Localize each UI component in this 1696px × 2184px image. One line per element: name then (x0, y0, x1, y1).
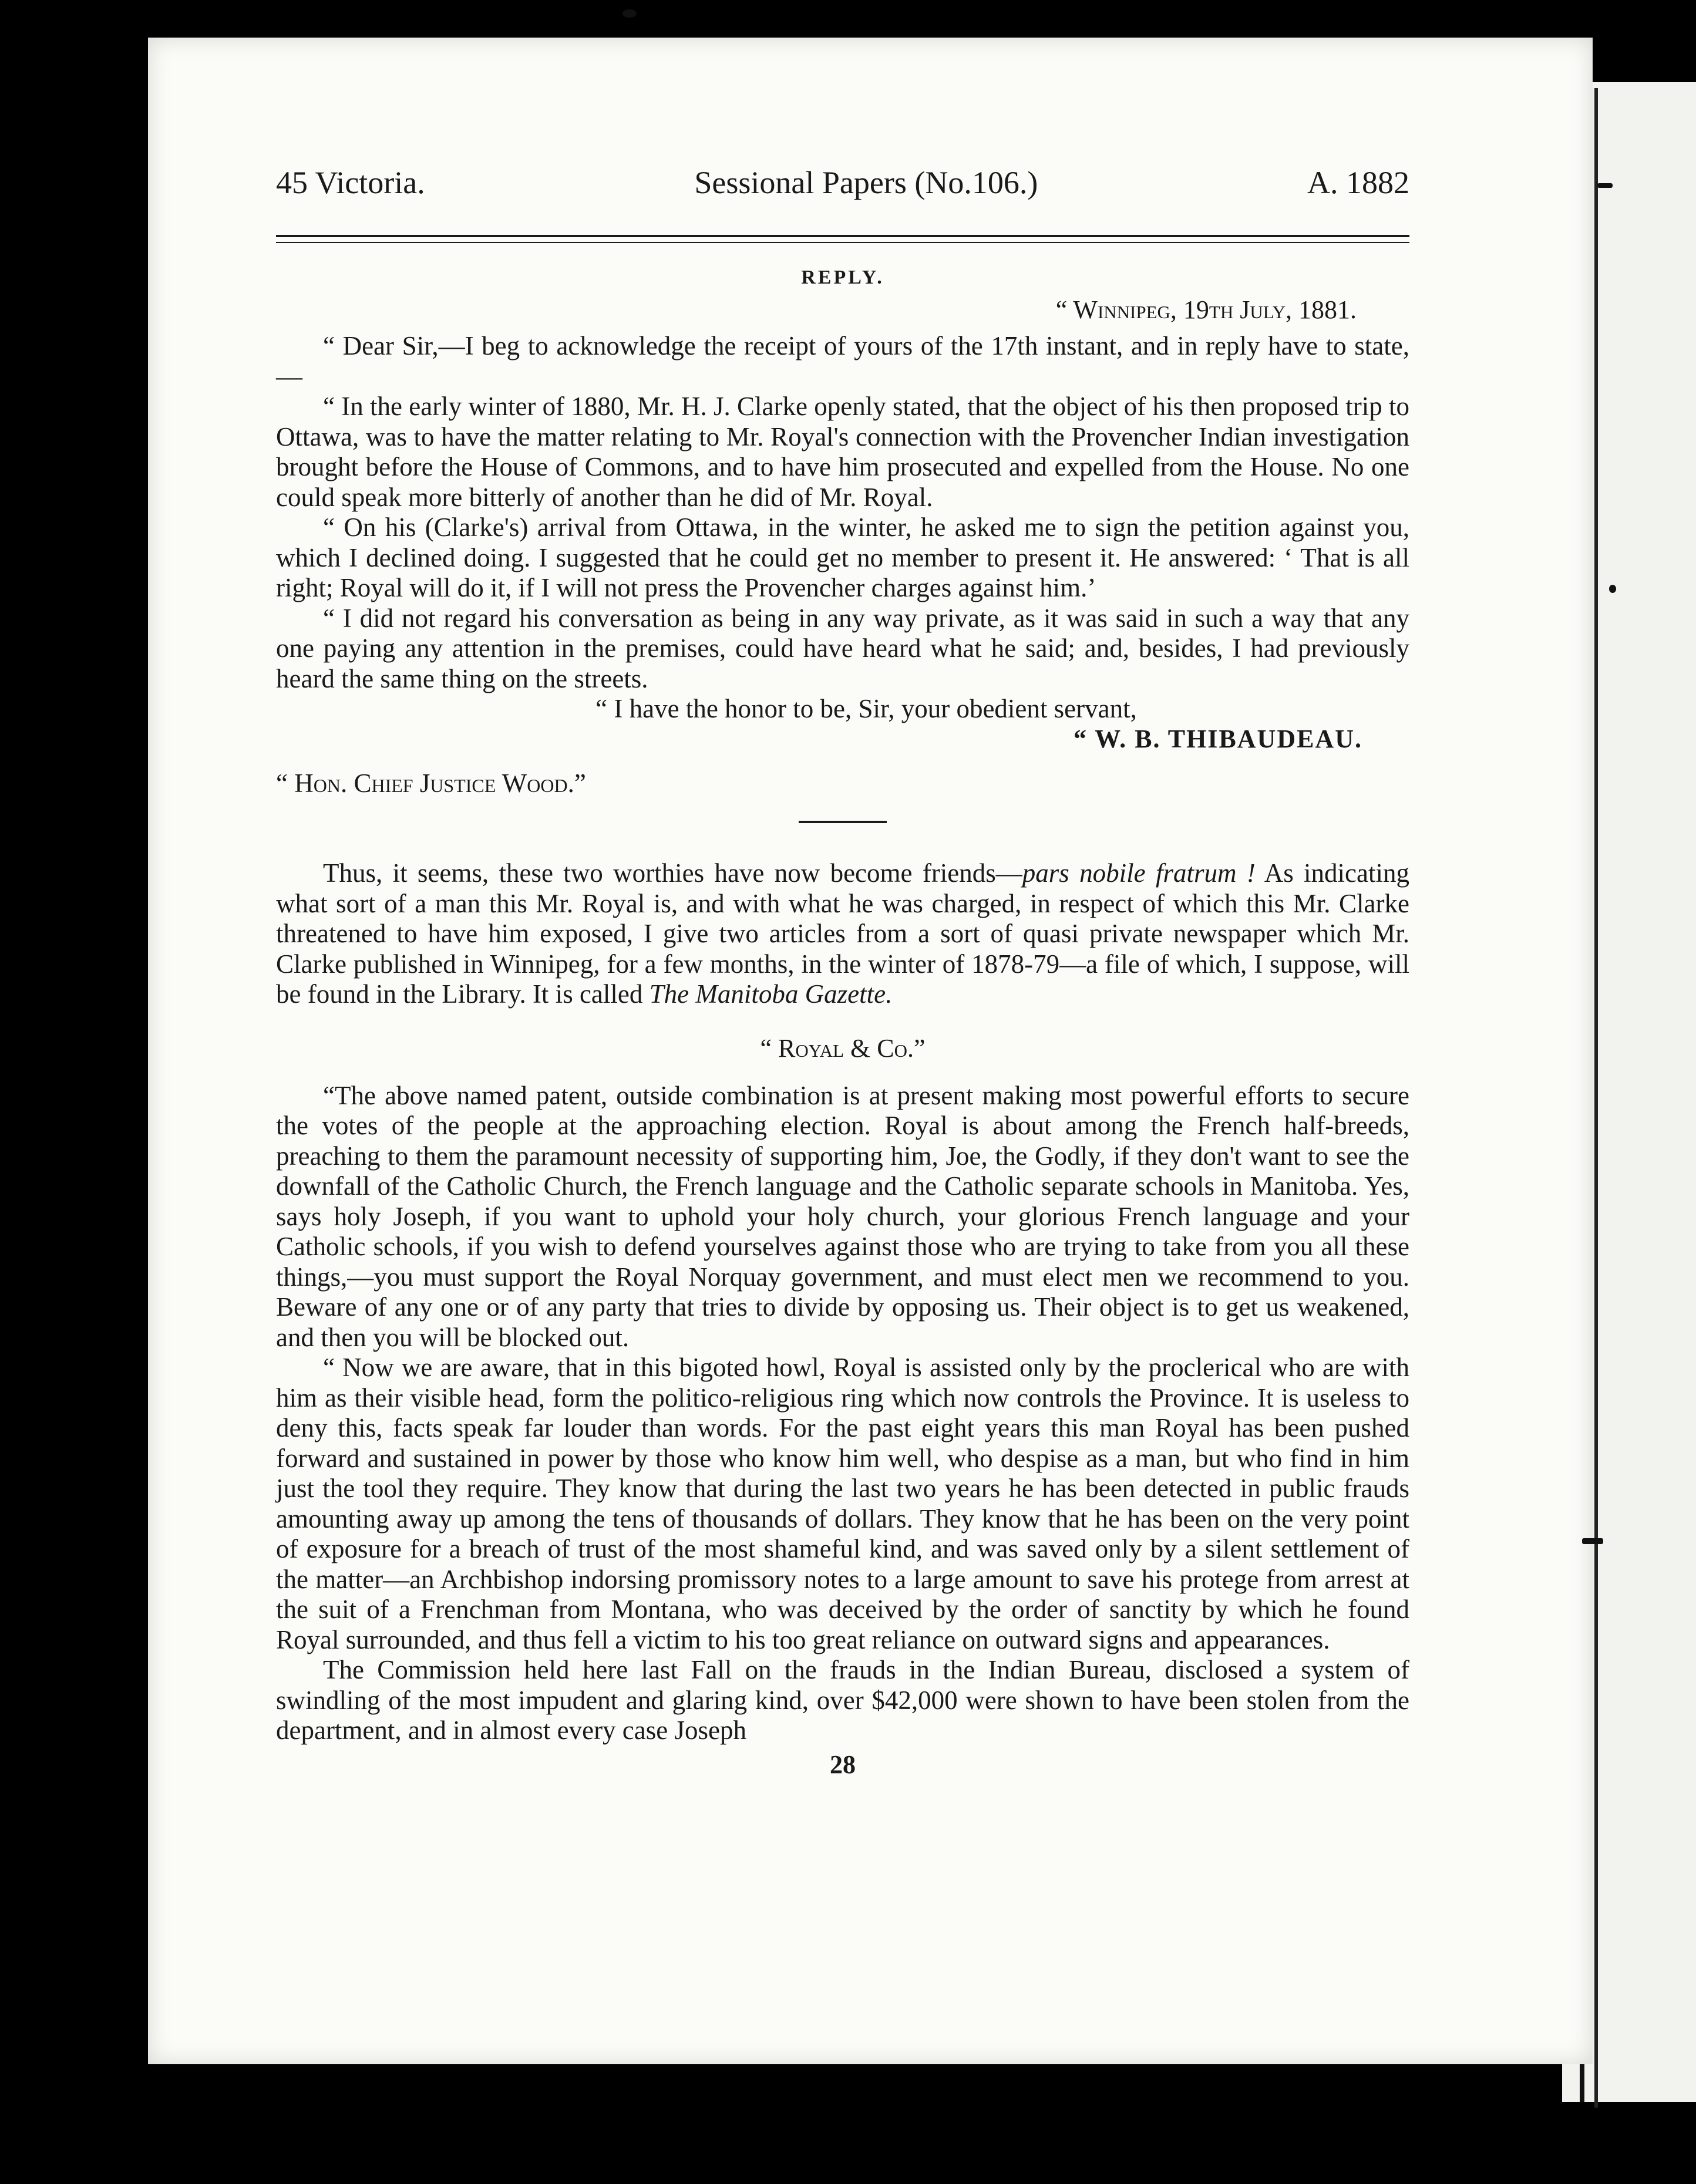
article-paragraph: The Commission held here last Fall on the frauds in the Indian Bureau, disclosed a system of swindling of the most impudent and glaring kind, over $42,000 were shown to have been stolen from the department, and in almost every case Joseph (276, 1655, 1409, 1745)
letter-addressee: “ Hon. Chief Justice Wood.” (276, 769, 586, 798)
article-paragraph: “The above named patent, outside combination is at present making most powerful efforts to secure the votes of the people at the approaching election. Royal is about among the French half-breeds, preaching to them the paramount necessity of supporting him, Joe, the Godly, if they don't want to see the downfall of the Catholic Church, the French language and the Catholic separate schools in Manitoba. Yes, says holy Joseph, if you want to uphold your holy church, your glorious French language and your Catholic schools, if you wish to defend yourselves against those who are trying to take from you all these things,—you must support the Royal Norquay government, and must elect men we recommend to you. Beware of any one or of any party that tries to divide by opposing us. Their object is to get us weakened, and then you will be blocked out. (276, 1080, 1409, 1352)
commentary-paragraph (276, 858, 1409, 1010)
commentary-text: As indicating what sort of a man this Mr. Royal is, and with what he was charged, in respect of which this Mr. Clarke threatened to have him exposed, I give two articles from a sort of quasi private newspaper which Mr. Clarke published in Winnipeg, for a few months, in the winter of 1878-79—a file of which, I suppose, will be found in the Library. It is called (276, 858, 1410, 1009)
newspaper-title: The Manitoba Gazette. (649, 979, 893, 1009)
letter-paragraph: “ On his (Clarke's) arrival from Ottawa, in the winter, he asked me to sign the petition against you, which I declined doing. I suggested that he could get no member to present it. He answered: ‘ That is all right; Royal will do it, if I will not press the Provencher charges against him.’ (276, 513, 1409, 602)
letter-paragraph: “ I did not regard his conversation as being in any way private, as it was said in such a way that any one paying any attention in the premises, could have heard what he said; and, besides, I had previously heard the same thing on the streets. (276, 603, 1409, 693)
header-volume: 45 Victoria. (276, 165, 425, 200)
commentary-body (276, 858, 1409, 1010)
article-heading: “ Royal & Co.” (760, 1033, 926, 1063)
margin-mark (622, 9, 637, 18)
margin-mark (1597, 183, 1613, 188)
letter-body (276, 331, 1409, 694)
page-content (276, 164, 1409, 1779)
commentary-intro: Thus, it seems, these two worthies have now become friends— (323, 858, 1022, 888)
reply-heading: REPLY. (801, 267, 884, 288)
letter-closing: “ I have the honor to be, Sir, your obedient servant, (595, 694, 1137, 723)
latin-phrase: pars nobile fratrum ! (1022, 858, 1256, 888)
page-right-edge (1594, 88, 1598, 2108)
letter-dateline: “ Winnipeg, 19th July, 1881. (1055, 295, 1357, 324)
letter-salutation: “ Dear Sir,—I beg to acknowledge the receipt of yours of the 17th instant, and in reply have to state,— (276, 331, 1409, 391)
article-paragraph: “ Now we are aware, that in this bigoted howl, Royal is assisted only by the proclerical who are with him as their visible head, form the politico-religious ring which now controls the Province. It is useless to deny this, facts speak far louder than words. For the past eight years this man Royal has been pushed forward and sustained in power by those who know him well, who despise as a man, but who find in him just the tool they require. They know that during the last two years he has been detected in public frauds amounting away up among the tens of thousands of dollars. They know that he has been on the very point of exposure for a breach of trust of the most shameful kind, and was saved only by a silent settlement of the matter—an Archbishop indorsing promissory notes to a large amount to save his protege from arrest at the suit of a Frenchman from Montana, who was deceived by the order of sanctity by which he found Royal surrounded, and thus fell a victim to his too great reliance on outward signs and appearances. (276, 1353, 1409, 1654)
margin-mark (1582, 1538, 1603, 1544)
letter-signature: “ W. B. THIBAUDEAU. (1074, 724, 1362, 753)
running-header (276, 164, 1409, 211)
header-title: Sessional Papers (No.106.) (694, 165, 1038, 200)
margin-mark (1609, 585, 1616, 593)
article-body (276, 1081, 1409, 1746)
section-divider (799, 821, 887, 823)
letter-paragraph: “ In the early winter of 1880, Mr. H. J. Clarke openly stated, that the object of his then proposed trip to Ottawa, was to have the matter relating to Mr. Royal's connection with the Provencher Indian investigation brought before the House of Commons, and to have him prosecuted and expelled from the House. No one could speak more bitterly of another than he did of Mr. Royal. (276, 392, 1409, 512)
header-year: A. 1882 (1307, 165, 1409, 200)
page-number: 28 (830, 1750, 856, 1779)
header-rule (276, 235, 1409, 243)
